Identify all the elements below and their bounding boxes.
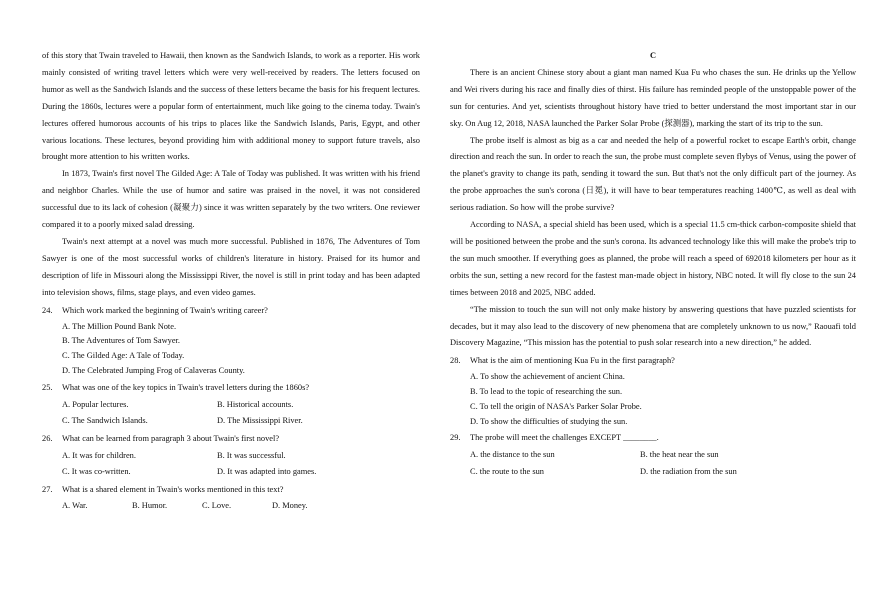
question-number: 25. [42,382,53,392]
option-c: C. The Sandwich Islands. [62,416,148,426]
option-b: B. Humor. [132,501,168,511]
option-d: D. It was adapted into games. [217,467,317,476]
option-c: C. To tell the origin of NASA's Parker Solar Probe. [470,401,642,411]
option-a: A. To show the achievement of ancient China. [470,372,625,382]
paragraph: “The mission to touch the sun will not only make history by answering questions that have puzzled scientists for decades, but it may also lead to the discovery of new phenomena that are completely unknown to us now,” Raouafi told Discovery Magazine, “This mission has the potential to push solar research into a new direction,” he added. [450,304,856,348]
question-number: 26. [42,433,53,443]
option-a: A. The Million Pound Bank Note. [62,321,177,331]
option-b: B. the heat near the sun [640,450,719,460]
option-b: B. It was successful. [217,450,286,460]
option-a: A. It was for children. [62,450,136,460]
option-b: B. To lead to the topic of researching the sun. [470,387,623,397]
option-a: A. War. [62,501,88,511]
left-column [42,48,420,515]
question-stem: The probe will meet the challenges EXCEPT ________. [470,433,659,443]
option-c: C. The Gilded Age: A Tale of Today. [62,351,185,361]
section-label: C [649,51,657,60]
option-d: D. To show the difficulties of studying the sun. [470,416,628,426]
paragraph: of this story that Twain traveled to Hawaii, then known as the Sandwich Islands, to work as a reporter. His work mainly consisted of writing travel letters which were very well-received by readers. The letters focused on humor as well as the Sandwich Islands and the success of these letters became the basis for his frequent lectures. During the 1860s, lectures were a popular form of entertainment, much like going to the cinema today. Twain's lectures offered humorous accounts of his trips to places like the Sandwich Islands, Paris, Egypt, and other various locations. These lectures, beyond providing him with additional money to support future travels, also brought more attention to his written works. [42,51,420,162]
option-b: B. Historical accounts. [217,399,294,409]
question-stem: Which work marked the beginning of Twain's writing career? [62,305,268,315]
question-25 [42,380,420,430]
question-27 [42,482,420,515]
option-c: C. It was co-written. [62,467,131,476]
question-stem: What can be learned from paragraph 3 about Twain's first novel? [62,433,280,443]
right-column [450,48,856,480]
paragraph: There is an ancient Chinese story about a giant man named Kua Fu who chases the sun. He drinks up the Yellow and Wei rivers during his race and finally dies of thirst. His failure has reminded people of the unstoppable power of the sun for centuries. And yet, scientists throughout history have tried to better understand the most important star in our sky. On Aug 12, 2018, NASA launched the Parker Solar Probe (探测器), marking the start of its trip to the sun. [450,67,856,128]
paragraph: In 1873, Twain's first novel The Gilded Age: A Tale of Today was published. It was written with his friend and neighbor Charles. While the use of humor and satire was praised in the novel, it was not considered successful due to its lack of cohesion (凝聚力) since it was written separately by the two writers. One reviewer compared it to a poorly mixed salad dressing. [42,169,420,230]
option-a: A. Popular lectures. [62,399,129,409]
option-c: C. the route to the sun [470,466,544,476]
question-number: 27. [42,484,53,494]
question-stem: What was one of the key topics in Twain's travel letters during the 1860s? [62,382,310,392]
question-number: 28. [450,356,461,366]
question-number: 29. [450,433,461,443]
option-d: D. the radiation from the sun [640,466,737,476]
question-26 [42,431,420,481]
question-stem: What is a shared element in Twain's works mentioned in this text? [62,484,284,494]
option-d: D. Money. [272,501,308,511]
question-28 [450,353,856,429]
paragraph: According to NASA, a special shield has been used, which is a special 11.5 cm-thick carbon-composite shield that will be positioned between the probe and the sun's corona. Its advanced technology like this will make the probe's trip to the sun much smoother. If everything goes as planned, the probe will reach a speed of 692018 kilometers per hour as it orbits the sun, setting a new record for the fastest man-made object in history, NBC noted. It will fly close to the sun 24 times between 2018 and 2025, NBC added. [450,220,856,297]
option-d: D. The Celebrated Jumping Frog of Calaveras County. [62,365,245,375]
paragraph: The probe itself is almost as big as a car and needed the help of a powerful rocket to escape Earth's orbit, change direction and reach the sun. In order to reach the sun, the probe must complete seven flybys of Venus, using the power of the planet's gravity to change its path, sending it toward the sun. But that's not the only difficult part of the journey. As the probe approaches the sun's corona (日冕), it will have to bear temperatures reaching 1400℃, as well as deal with serious radiation. So how will the probe survive? [450,135,856,213]
question-number: 24. [42,305,53,315]
option-b: B. The Adventures of Tom Sawyer. [62,336,180,346]
option-d: D. The Mississippi River. [217,416,303,426]
question-stem: What is the aim of mentioning Kua Fu in the first paragraph? [470,356,675,366]
paragraph: Twain's next attempt at a novel was much more successful. Published in 1876, The Adventures of Tom Sawyer is one of the most successful works of children's literature in history. Praised for its humor and description of life in Missouri along the Mississippi River, the novel is still in print today and has been adapted into television shows, films, stage plays, and even video games. [42,236,420,297]
question-29 [450,430,856,480]
question-24 [42,303,420,379]
option-c: C. Love. [202,501,232,511]
option-a: A. the distance to the sun [470,450,555,460]
